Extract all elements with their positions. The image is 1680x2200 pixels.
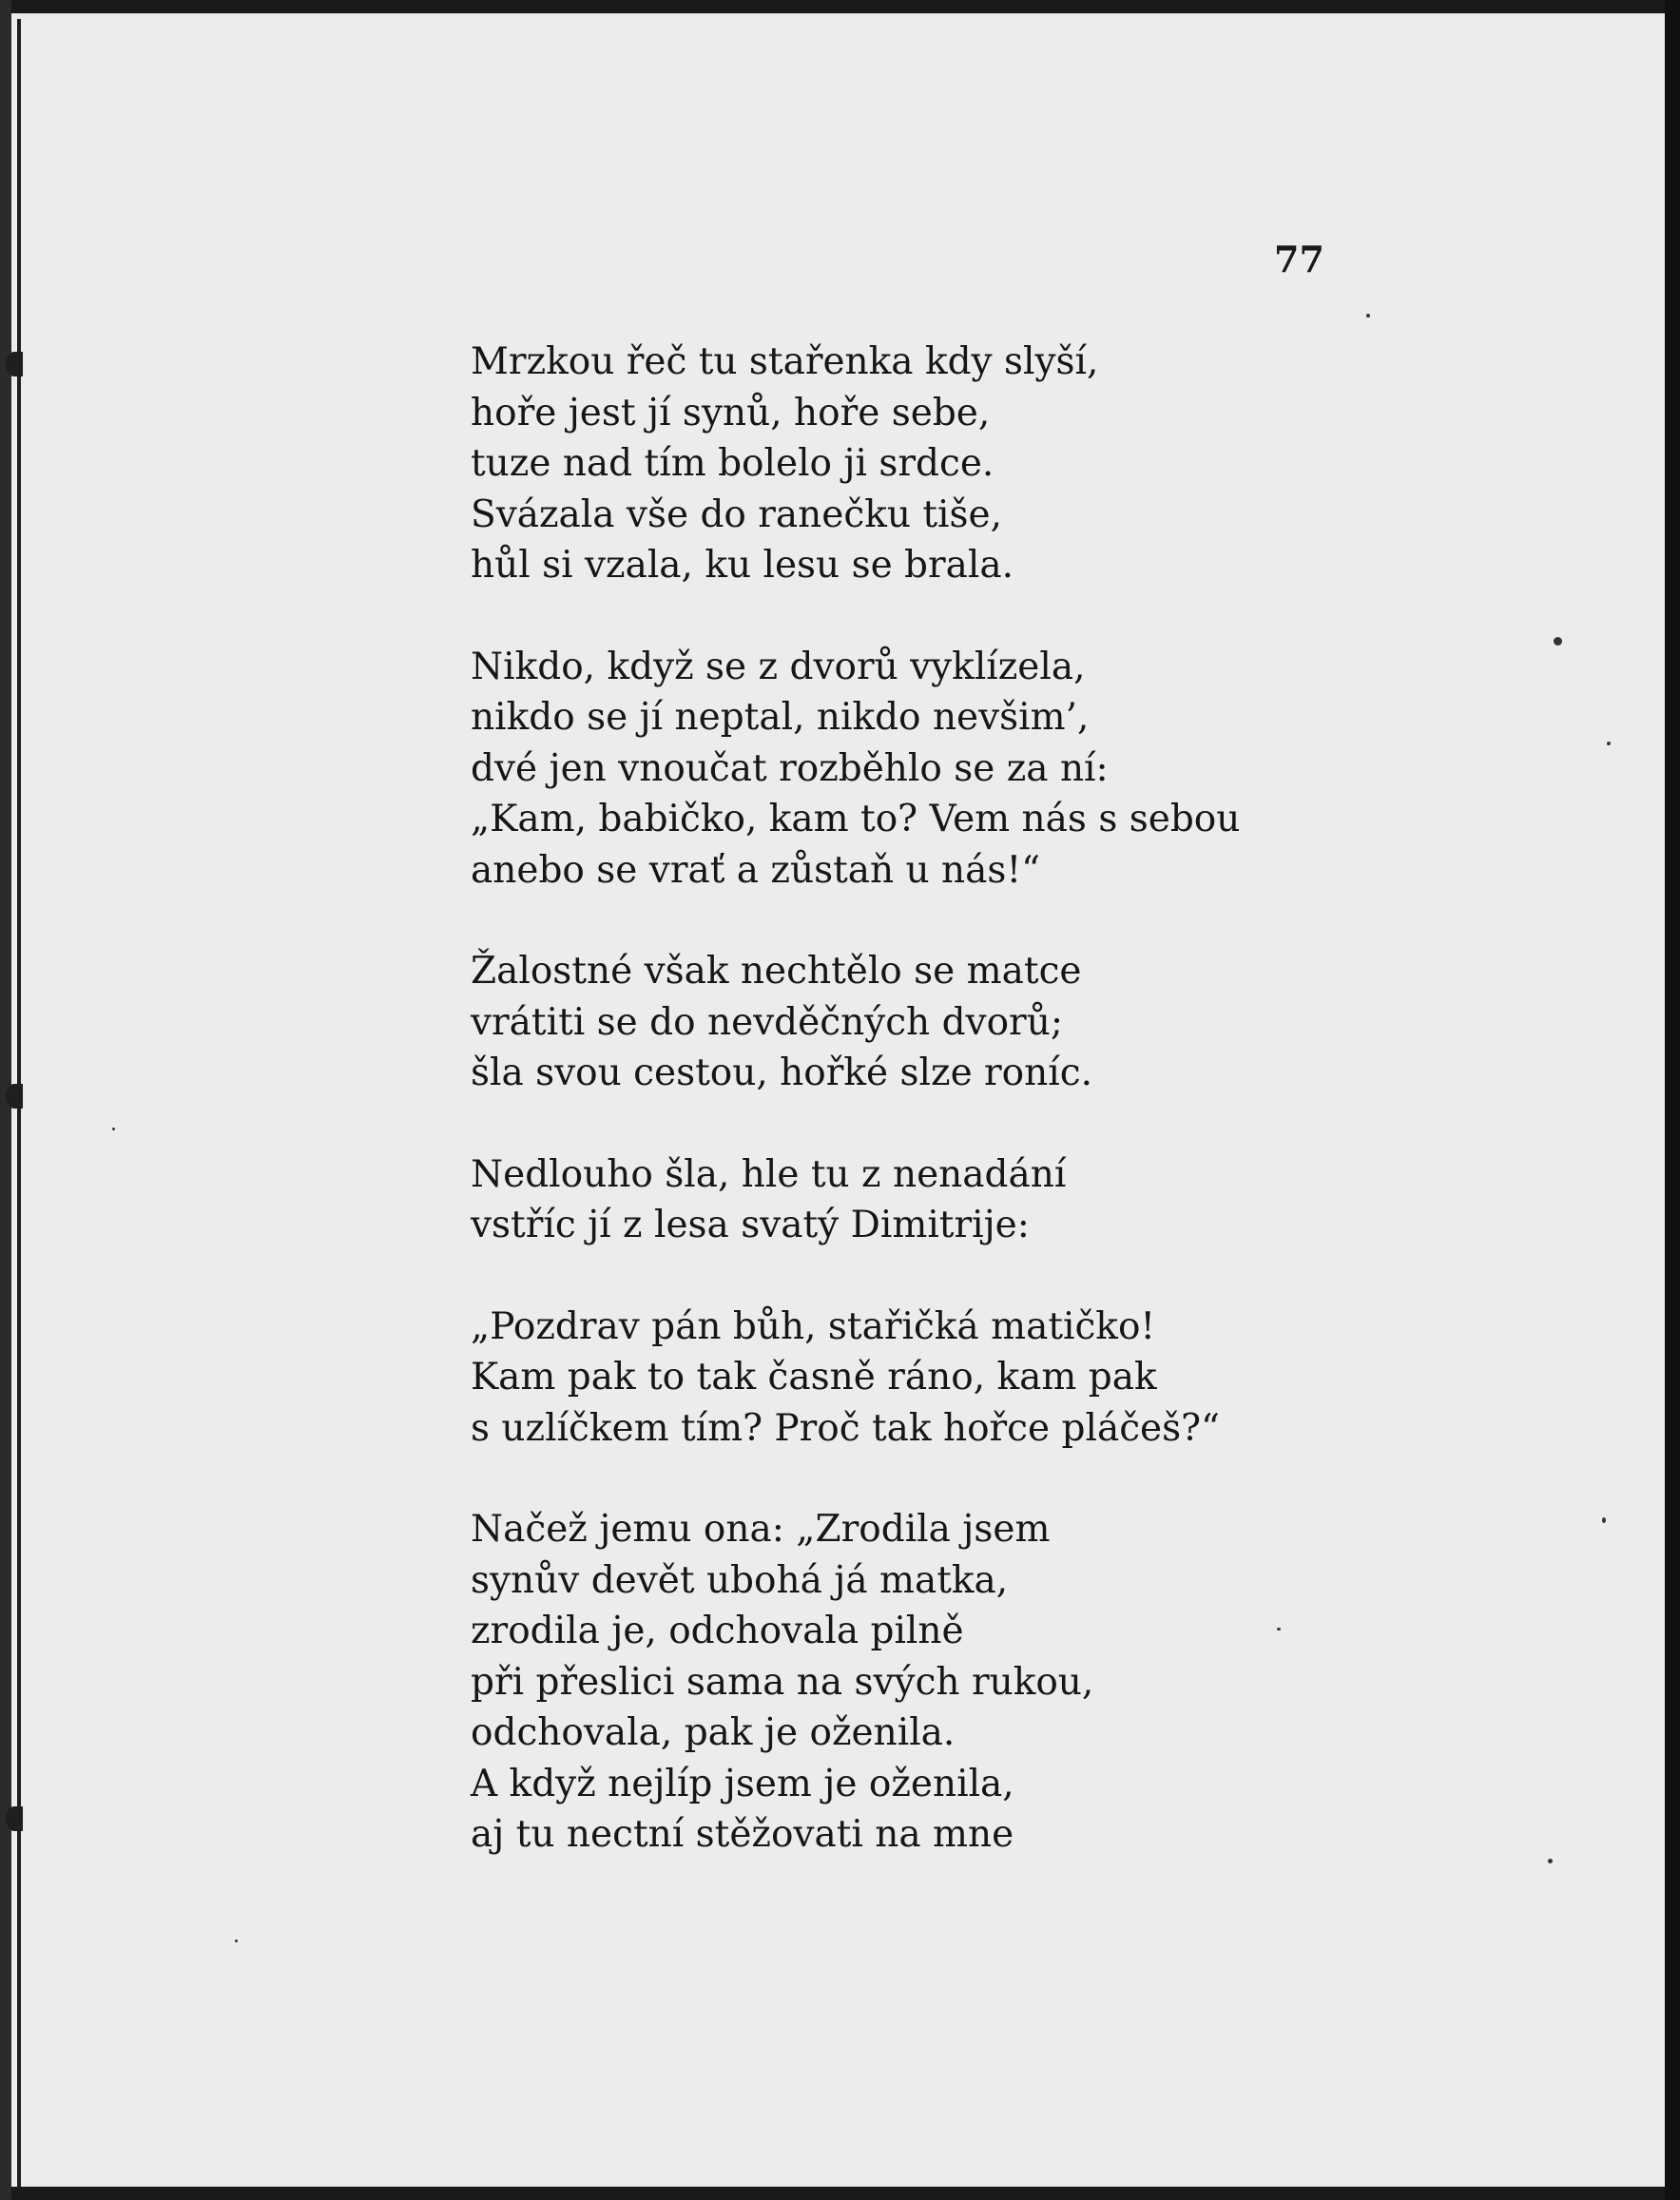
verse-line: odchovala, pak je oženila. <box>471 1711 956 1754</box>
verse-line: Mrzkou řeč tu stařenka kdy slyší, <box>471 340 1099 383</box>
poem-text <box>471 337 1574 1911</box>
verse-line: hůl si vzala, ku lesu se brala. <box>471 544 1014 587</box>
binding-notch <box>6 352 23 376</box>
scan-edge-top <box>0 0 1680 13</box>
verse-line: dvé jen vnoučat rozběhlo se za ní: <box>471 746 1109 790</box>
stanza <box>471 1302 1574 1455</box>
stanza <box>471 337 1574 591</box>
verse-line: šla svou cestou, hořké slze roníc. <box>471 1052 1092 1094</box>
verse-line: s uzlíčkem tím? Proč tak hořce pláčeš?“ <box>471 1406 1220 1450</box>
binding-notch <box>6 1806 23 1831</box>
verse-line: hoře jest jí synů, hoře sebe, <box>471 391 991 434</box>
verse-line: při přeslici sama na svých rukou, <box>471 1660 1094 1704</box>
verse-line: tuze nad tím bolelo ji srdce. <box>471 442 994 485</box>
page-number: 77 <box>1274 238 1324 280</box>
verse-line: Žalostné však nechtělo se matce <box>471 950 1082 993</box>
stanza <box>471 1504 1574 1861</box>
scan-speck <box>235 1939 238 1942</box>
stanza <box>471 1149 1574 1251</box>
verse-line: Nikdo, když se z dvorů vyklízela, <box>471 645 1086 688</box>
verse-line: nikdo se jí neptal, nikdo nevšim’, <box>471 696 1090 739</box>
scan-edge-bottom <box>0 2187 1680 2200</box>
verse-line: „Kam, babičko, kam to? Vem nás s sebou <box>471 798 1241 840</box>
verse-line: zrodila je, odchovala pilně <box>471 1610 964 1652</box>
verse-line: synův devět ubohá já matka, <box>471 1558 1009 1602</box>
verse-line: vrátiti se do nevděčných dvorů; <box>471 1000 1063 1044</box>
verse-line: Nedlouho šla, hle tu z nenadání <box>471 1152 1067 1196</box>
verse-line: Načež jemu ona: „Zrodila jsem <box>471 1508 1051 1551</box>
stanza <box>471 946 1574 1099</box>
scan-speck <box>1366 314 1370 318</box>
verse-line: Kam pak to tak časně ráno, kam pak <box>471 1356 1157 1399</box>
verse-line: aj tu nectní stěžovati na mne <box>471 1813 1014 1856</box>
scan-speck <box>1602 1517 1606 1523</box>
scan-speck <box>112 1128 115 1130</box>
verse-line: A když nejlíp jsem je oženila, <box>471 1762 1014 1805</box>
verse-line: vstříc jí z lesa svatý Dimitrije: <box>471 1204 1030 1246</box>
scan-speck <box>1607 742 1611 745</box>
verse-line: „Pozdrav pán bůh, stařičká matičko! <box>471 1304 1156 1348</box>
verse-line: anebo se vrať a zůstaň u nás!“ <box>471 848 1041 892</box>
binding-notch <box>6 1084 23 1109</box>
scan-edge-right <box>1665 0 1680 2200</box>
stanza <box>471 642 1574 897</box>
verse-line: Svázala vše do ranečku tiše, <box>471 492 1003 536</box>
